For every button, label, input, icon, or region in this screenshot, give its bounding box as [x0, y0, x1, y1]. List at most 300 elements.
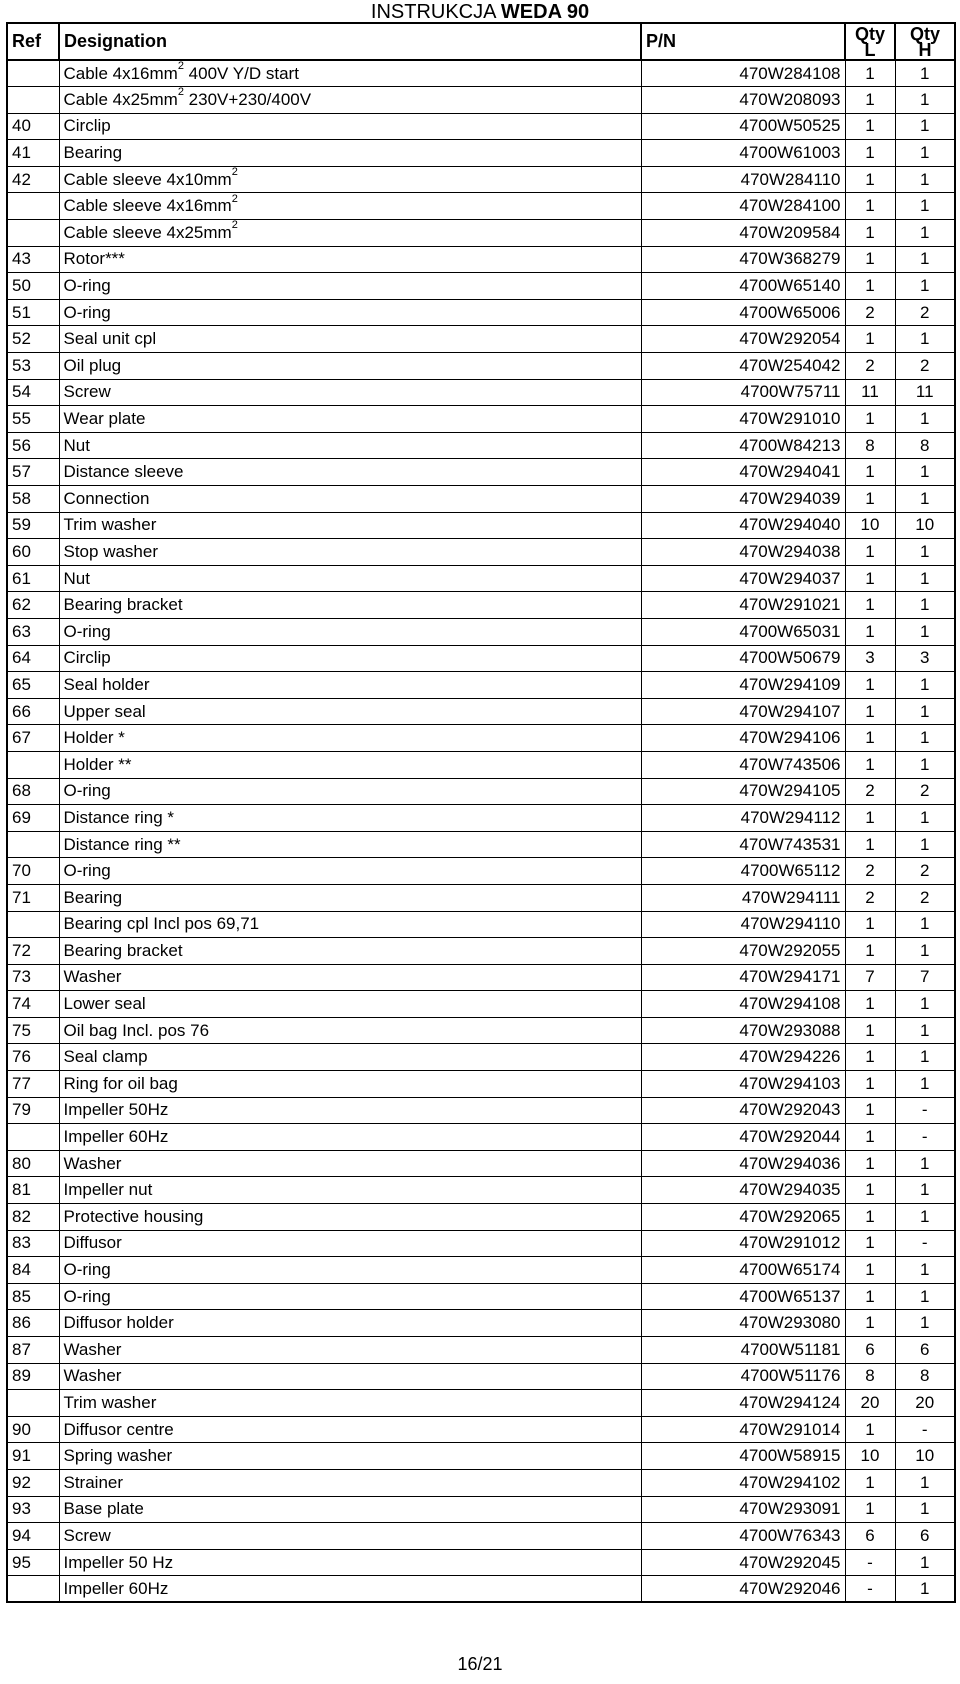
cell-qty-h: 2 — [895, 353, 955, 380]
designation-text: Cable sleeve 4x10mm — [63, 169, 232, 189]
cell-part-number: 470W294124 — [641, 1390, 845, 1417]
table-row — [7, 645, 955, 672]
cell-part-number: 470W294038 — [641, 539, 845, 566]
cell-part-number: 470W292045 — [641, 1549, 845, 1576]
cell-qty-l: 1 — [845, 166, 895, 193]
table-header-row — [7, 23, 955, 60]
designation-text: Bearing — [63, 887, 123, 907]
cell-designation — [59, 406, 641, 433]
cell-qty-h: 1 — [895, 273, 955, 300]
cell-qty-l: 6 — [845, 1337, 895, 1364]
designation-text: Circlip — [63, 648, 111, 668]
cell-qty-h: 1 — [895, 113, 955, 140]
designation-text: Connection — [63, 488, 150, 508]
cell-qty-h: 1 — [895, 246, 955, 273]
table-row — [7, 1071, 955, 1098]
cell-qty-h: 2 — [895, 299, 955, 326]
cell-designation — [59, 991, 641, 1018]
cell-qty-h: 8 — [895, 1363, 955, 1390]
designation-text: Oil bag Incl. pos 76 — [63, 1020, 210, 1040]
table-row — [7, 353, 955, 380]
designation-text: Circlip — [63, 116, 111, 136]
superscript-exponent: 2 — [231, 166, 238, 179]
cell-ref: 66 — [7, 698, 59, 725]
table-row — [7, 140, 955, 167]
cell-ref: 43 — [7, 246, 59, 273]
designation-text: Cable sleeve 4x16mm — [63, 196, 232, 216]
table-row — [7, 592, 955, 619]
cell-part-number: 470W368279 — [641, 246, 845, 273]
cell-part-number: 4700W65006 — [641, 299, 845, 326]
cell-designation — [59, 1363, 641, 1390]
document-title — [0, 0, 960, 24]
column-header-ref: Ref — [7, 23, 59, 60]
cell-ref: 63 — [7, 618, 59, 645]
cell-qty-h: 2 — [895, 778, 955, 805]
cell-ref — [7, 87, 59, 114]
cell-qty-h: 20 — [895, 1390, 955, 1417]
cell-qty-l: 8 — [845, 1363, 895, 1390]
cell-qty-l: - — [845, 1576, 895, 1603]
cell-designation — [59, 672, 641, 699]
qty-h-line1: Qty — [909, 23, 940, 44]
table-row — [7, 884, 955, 911]
cell-part-number: 4700W65112 — [641, 858, 845, 885]
cell-ref: 89 — [7, 1363, 59, 1390]
designation-text: Screw — [63, 1525, 111, 1545]
cell-designation — [59, 618, 641, 645]
cell-designation — [59, 831, 641, 858]
designation-text: Rotor*** — [63, 249, 125, 269]
cell-part-number: 470W294040 — [641, 512, 845, 539]
cell-qty-h: 1 — [895, 1150, 955, 1177]
cell-qty-l: 7 — [845, 964, 895, 991]
designation-text: Trim washer — [63, 515, 157, 535]
cell-qty-l: 6 — [845, 1523, 895, 1550]
cell-qty-l: 1 — [845, 406, 895, 433]
designation-text: Impeller 50Hz — [63, 1100, 169, 1120]
cell-designation — [59, 1150, 641, 1177]
cell-qty-l: 2 — [845, 858, 895, 885]
cell-qty-l: 1 — [845, 565, 895, 592]
cell-part-number: 470W294106 — [641, 725, 845, 752]
table-row — [7, 1496, 955, 1523]
cell-designation — [59, 1469, 641, 1496]
cell-qty-h: 8 — [895, 432, 955, 459]
table-row — [7, 379, 955, 406]
cell-qty-h: - — [895, 1230, 955, 1257]
designation-text: Diffusor — [63, 1233, 122, 1253]
designation-text: Cable 4x25mm — [63, 89, 178, 109]
cell-qty-h: 1 — [895, 565, 955, 592]
table-row — [7, 1124, 955, 1151]
cell-ref: 80 — [7, 1150, 59, 1177]
cell-qty-l: 1 — [845, 1150, 895, 1177]
column-header-designation: Designation — [59, 23, 641, 60]
cell-qty-h: 1 — [895, 1310, 955, 1337]
parts-table-body — [7, 60, 955, 1602]
table-row — [7, 220, 955, 247]
designation-text: Bearing cpl Incl pos 69,71 — [63, 914, 260, 934]
cell-designation — [59, 1283, 641, 1310]
table-row — [7, 273, 955, 300]
cell-ref: 52 — [7, 326, 59, 353]
designation-text: Nut — [63, 568, 90, 588]
cell-designation — [59, 1390, 641, 1417]
table-row — [7, 1443, 955, 1470]
cell-ref: 57 — [7, 459, 59, 486]
cell-qty-l: 1 — [845, 113, 895, 140]
designation-text: Washer — [63, 967, 122, 987]
cell-qty-h: 2 — [895, 858, 955, 885]
cell-qty-l: 1 — [845, 672, 895, 699]
cell-ref: 77 — [7, 1071, 59, 1098]
cell-ref — [7, 60, 59, 87]
cell-qty-h: - — [895, 1124, 955, 1151]
cell-qty-l: 1 — [845, 87, 895, 114]
cell-qty-h: 2 — [895, 884, 955, 911]
designation-text: O-ring — [63, 861, 111, 881]
column-header-pn: P/N — [641, 23, 845, 60]
cell-qty-l: 1 — [845, 1017, 895, 1044]
table-row — [7, 1017, 955, 1044]
cell-part-number: 4700W58915 — [641, 1443, 845, 1470]
cell-ref: 56 — [7, 432, 59, 459]
cell-designation — [59, 166, 641, 193]
designation-text: Impeller 60Hz — [63, 1578, 169, 1598]
qty-h-line2: H — [918, 39, 932, 60]
cell-qty-h: 1 — [895, 831, 955, 858]
designation-text: Lower seal — [63, 994, 146, 1014]
cell-part-number: 4700W50525 — [641, 113, 845, 140]
cell-qty-l: 1 — [845, 911, 895, 938]
cell-designation — [59, 565, 641, 592]
cell-part-number: 470W294102 — [641, 1469, 845, 1496]
cell-part-number: 470W294171 — [641, 964, 845, 991]
cell-designation — [59, 1177, 641, 1204]
cell-designation — [59, 353, 641, 380]
cell-ref — [7, 1124, 59, 1151]
cell-designation — [59, 1097, 641, 1124]
cell-designation — [59, 1443, 641, 1470]
table-row — [7, 1363, 955, 1390]
cell-ref: 64 — [7, 645, 59, 672]
cell-ref — [7, 1576, 59, 1603]
cell-ref: 67 — [7, 725, 59, 752]
cell-qty-h: 1 — [895, 539, 955, 566]
designation-text: Bearing bracket — [63, 940, 183, 960]
cell-ref: 91 — [7, 1443, 59, 1470]
designation-text: Oil plug — [63, 355, 122, 375]
cell-part-number: 470W292046 — [641, 1576, 845, 1603]
cell-qty-h: 1 — [895, 991, 955, 1018]
cell-designation — [59, 1230, 641, 1257]
cell-ref — [7, 1390, 59, 1417]
cell-part-number: 470W294112 — [641, 805, 845, 832]
cell-ref: 95 — [7, 1549, 59, 1576]
cell-part-number: 4700W65031 — [641, 618, 845, 645]
table-row — [7, 406, 955, 433]
cell-designation — [59, 459, 641, 486]
cell-ref — [7, 831, 59, 858]
cell-ref: 54 — [7, 379, 59, 406]
designation-text: Bearing — [63, 143, 123, 163]
cell-designation — [59, 539, 641, 566]
column-header-qty-l — [845, 23, 895, 60]
cell-qty-h: 1 — [895, 326, 955, 353]
cell-part-number: 470W294035 — [641, 1177, 845, 1204]
cell-qty-h: 1 — [895, 486, 955, 513]
table-row — [7, 964, 955, 991]
cell-ref: 41 — [7, 140, 59, 167]
cell-designation — [59, 220, 641, 247]
cell-designation — [59, 113, 641, 140]
table-row — [7, 299, 955, 326]
cell-designation — [59, 1416, 641, 1443]
cell-ref: 60 — [7, 539, 59, 566]
designation-text: Bearing bracket — [63, 595, 183, 615]
cell-ref: 86 — [7, 1310, 59, 1337]
designation-text: O-ring — [63, 276, 111, 296]
cell-designation — [59, 645, 641, 672]
designation-text: Diffusor holder — [63, 1313, 174, 1333]
designation-text: Upper seal — [63, 701, 146, 721]
table-row — [7, 1230, 955, 1257]
cell-designation — [59, 1257, 641, 1284]
cell-qty-h: 1 — [895, 751, 955, 778]
superscript-exponent: 2 — [231, 192, 238, 205]
table-row — [7, 486, 955, 513]
cell-ref: 83 — [7, 1230, 59, 1257]
cell-part-number: 4700W61003 — [641, 140, 845, 167]
title-prefix: INSTRUKCJA — [370, 1, 496, 23]
cell-qty-h: 1 — [895, 618, 955, 645]
cell-ref: 74 — [7, 991, 59, 1018]
cell-ref: 93 — [7, 1496, 59, 1523]
cell-qty-l: 1 — [845, 725, 895, 752]
cell-qty-h: 6 — [895, 1337, 955, 1364]
table-row — [7, 1097, 955, 1124]
cell-ref: 58 — [7, 486, 59, 513]
cell-ref: 55 — [7, 406, 59, 433]
cell-designation — [59, 1337, 641, 1364]
cell-part-number: 4700W51176 — [641, 1363, 845, 1390]
cell-qty-l: 1 — [845, 539, 895, 566]
table-row — [7, 1150, 955, 1177]
cell-designation — [59, 512, 641, 539]
table-row — [7, 1257, 955, 1284]
cell-part-number: 4700W51181 — [641, 1337, 845, 1364]
cell-part-number: 470W294107 — [641, 698, 845, 725]
cell-qty-l: 1 — [845, 1177, 895, 1204]
cell-part-number: 470W293091 — [641, 1496, 845, 1523]
designation-text: Cable 4x16mm — [63, 63, 178, 83]
cell-qty-h: - — [895, 1416, 955, 1443]
cell-qty-h: 1 — [895, 698, 955, 725]
cell-part-number: 4700W65140 — [641, 273, 845, 300]
designation-text: Washer — [63, 1366, 122, 1386]
designation-text: Distance ring ** — [63, 834, 181, 854]
designation-text: Impeller 60Hz — [63, 1127, 169, 1147]
cell-designation — [59, 193, 641, 220]
designation-suffix: 230V+230/400V — [183, 89, 312, 109]
designation-text: Distance ring * — [63, 807, 175, 827]
cell-qty-h: 1 — [895, 1071, 955, 1098]
cell-designation — [59, 1549, 641, 1576]
cell-ref: 40 — [7, 113, 59, 140]
cell-designation — [59, 1071, 641, 1098]
cell-qty-l: 1 — [845, 592, 895, 619]
designation-text: Seal holder — [63, 674, 150, 694]
cell-ref — [7, 911, 59, 938]
cell-designation — [59, 1204, 641, 1231]
cell-part-number: 470W294226 — [641, 1044, 845, 1071]
page-number: 16/21 — [457, 1654, 503, 1674]
cell-ref: 42 — [7, 166, 59, 193]
table-row — [7, 991, 955, 1018]
parts-table — [6, 22, 956, 1603]
cell-designation — [59, 273, 641, 300]
designation-text: Spring washer — [63, 1446, 173, 1466]
designation-text: Protective housing — [63, 1206, 204, 1226]
cell-part-number: 4700W84213 — [641, 432, 845, 459]
cell-qty-l: 1 — [845, 751, 895, 778]
cell-qty-h: 1 — [895, 193, 955, 220]
cell-qty-h: 1 — [895, 220, 955, 247]
cell-part-number: 470W292044 — [641, 1124, 845, 1151]
table-row — [7, 1576, 955, 1603]
cell-ref: 76 — [7, 1044, 59, 1071]
designation-text: Impeller 50 Hz — [63, 1552, 174, 1572]
cell-qty-h: 1 — [895, 805, 955, 832]
cell-qty-l: 3 — [845, 645, 895, 672]
cell-qty-l: 1 — [845, 831, 895, 858]
cell-qty-l: 10 — [845, 1443, 895, 1470]
cell-qty-h: 1 — [895, 459, 955, 486]
cell-qty-h: 11 — [895, 379, 955, 406]
cell-ref: 82 — [7, 1204, 59, 1231]
cell-qty-l: 1 — [845, 220, 895, 247]
table-row — [7, 911, 955, 938]
cell-ref: 90 — [7, 1416, 59, 1443]
cell-qty-l: 8 — [845, 432, 895, 459]
cell-qty-l: - — [845, 1549, 895, 1576]
cell-qty-l: 1 — [845, 991, 895, 1018]
table-row — [7, 805, 955, 832]
cell-qty-l: 1 — [845, 805, 895, 832]
table-row — [7, 246, 955, 273]
cell-qty-l: 1 — [845, 246, 895, 273]
cell-part-number: 470W209584 — [641, 220, 845, 247]
table-row — [7, 512, 955, 539]
cell-qty-h: 1 — [895, 1283, 955, 1310]
cell-part-number: 470W292055 — [641, 938, 845, 965]
cell-qty-h: 1 — [895, 1257, 955, 1284]
table-row — [7, 1204, 955, 1231]
cell-qty-h: 1 — [895, 725, 955, 752]
cell-qty-l: 1 — [845, 1230, 895, 1257]
table-row — [7, 938, 955, 965]
designation-text: Washer — [63, 1153, 122, 1173]
table-row — [7, 1523, 955, 1550]
cell-designation — [59, 1017, 641, 1044]
cell-ref: 53 — [7, 353, 59, 380]
cell-designation — [59, 432, 641, 459]
cell-part-number: 470W208093 — [641, 87, 845, 114]
table-row — [7, 778, 955, 805]
cell-part-number: 4700W65137 — [641, 1283, 845, 1310]
designation-text: Holder ** — [63, 754, 132, 774]
designation-text: O-ring — [63, 1286, 111, 1306]
cell-qty-l: 1 — [845, 1097, 895, 1124]
cell-ref: 65 — [7, 672, 59, 699]
cell-designation — [59, 1576, 641, 1603]
cell-qty-h: 7 — [895, 964, 955, 991]
cell-qty-l: 1 — [845, 618, 895, 645]
table-row — [7, 459, 955, 486]
cell-qty-h: 1 — [895, 938, 955, 965]
cell-ref: 84 — [7, 1257, 59, 1284]
designation-text: Diffusor centre — [63, 1419, 174, 1439]
cell-ref: 69 — [7, 805, 59, 832]
cell-designation — [59, 725, 641, 752]
cell-qty-h: 1 — [895, 1044, 955, 1071]
cell-ref: 61 — [7, 565, 59, 592]
cell-qty-h: 10 — [895, 512, 955, 539]
cell-designation — [59, 486, 641, 513]
cell-ref: 72 — [7, 938, 59, 965]
cell-qty-h: 1 — [895, 592, 955, 619]
cell-part-number: 470W294037 — [641, 565, 845, 592]
designation-text: Ring for oil bag — [63, 1073, 178, 1093]
cell-qty-l: 1 — [845, 273, 895, 300]
cell-qty-l: 1 — [845, 326, 895, 353]
cell-part-number: 470W284110 — [641, 166, 845, 193]
cell-part-number: 470W292054 — [641, 326, 845, 353]
cell-designation — [59, 911, 641, 938]
cell-qty-h: 1 — [895, 1469, 955, 1496]
cell-designation — [59, 1523, 641, 1550]
cell-qty-l: 1 — [845, 698, 895, 725]
table-row — [7, 672, 955, 699]
cell-part-number: 470W294108 — [641, 991, 845, 1018]
cell-designation — [59, 938, 641, 965]
cell-part-number: 4700W75711 — [641, 379, 845, 406]
title-product: WEDA 90 — [500, 1, 590, 23]
cell-qty-h: 6 — [895, 1523, 955, 1550]
cell-qty-h: 1 — [895, 1549, 955, 1576]
designation-text: O-ring — [63, 621, 111, 641]
cell-ref — [7, 751, 59, 778]
cell-ref: 94 — [7, 1523, 59, 1550]
table-row — [7, 326, 955, 353]
cell-ref — [7, 220, 59, 247]
cell-qty-l: 10 — [845, 512, 895, 539]
cell-designation — [59, 299, 641, 326]
cell-part-number: 4700W50679 — [641, 645, 845, 672]
cell-part-number: 470W294041 — [641, 459, 845, 486]
table-row — [7, 166, 955, 193]
cell-part-number: 470W291014 — [641, 1416, 845, 1443]
cell-designation — [59, 326, 641, 353]
cell-designation — [59, 805, 641, 832]
cell-part-number: 470W294103 — [641, 1071, 845, 1098]
cell-qty-l: 1 — [845, 1071, 895, 1098]
cell-qty-l: 1 — [845, 938, 895, 965]
cell-ref: 71 — [7, 884, 59, 911]
cell-qty-h: - — [895, 1097, 955, 1124]
cell-ref: 73 — [7, 964, 59, 991]
